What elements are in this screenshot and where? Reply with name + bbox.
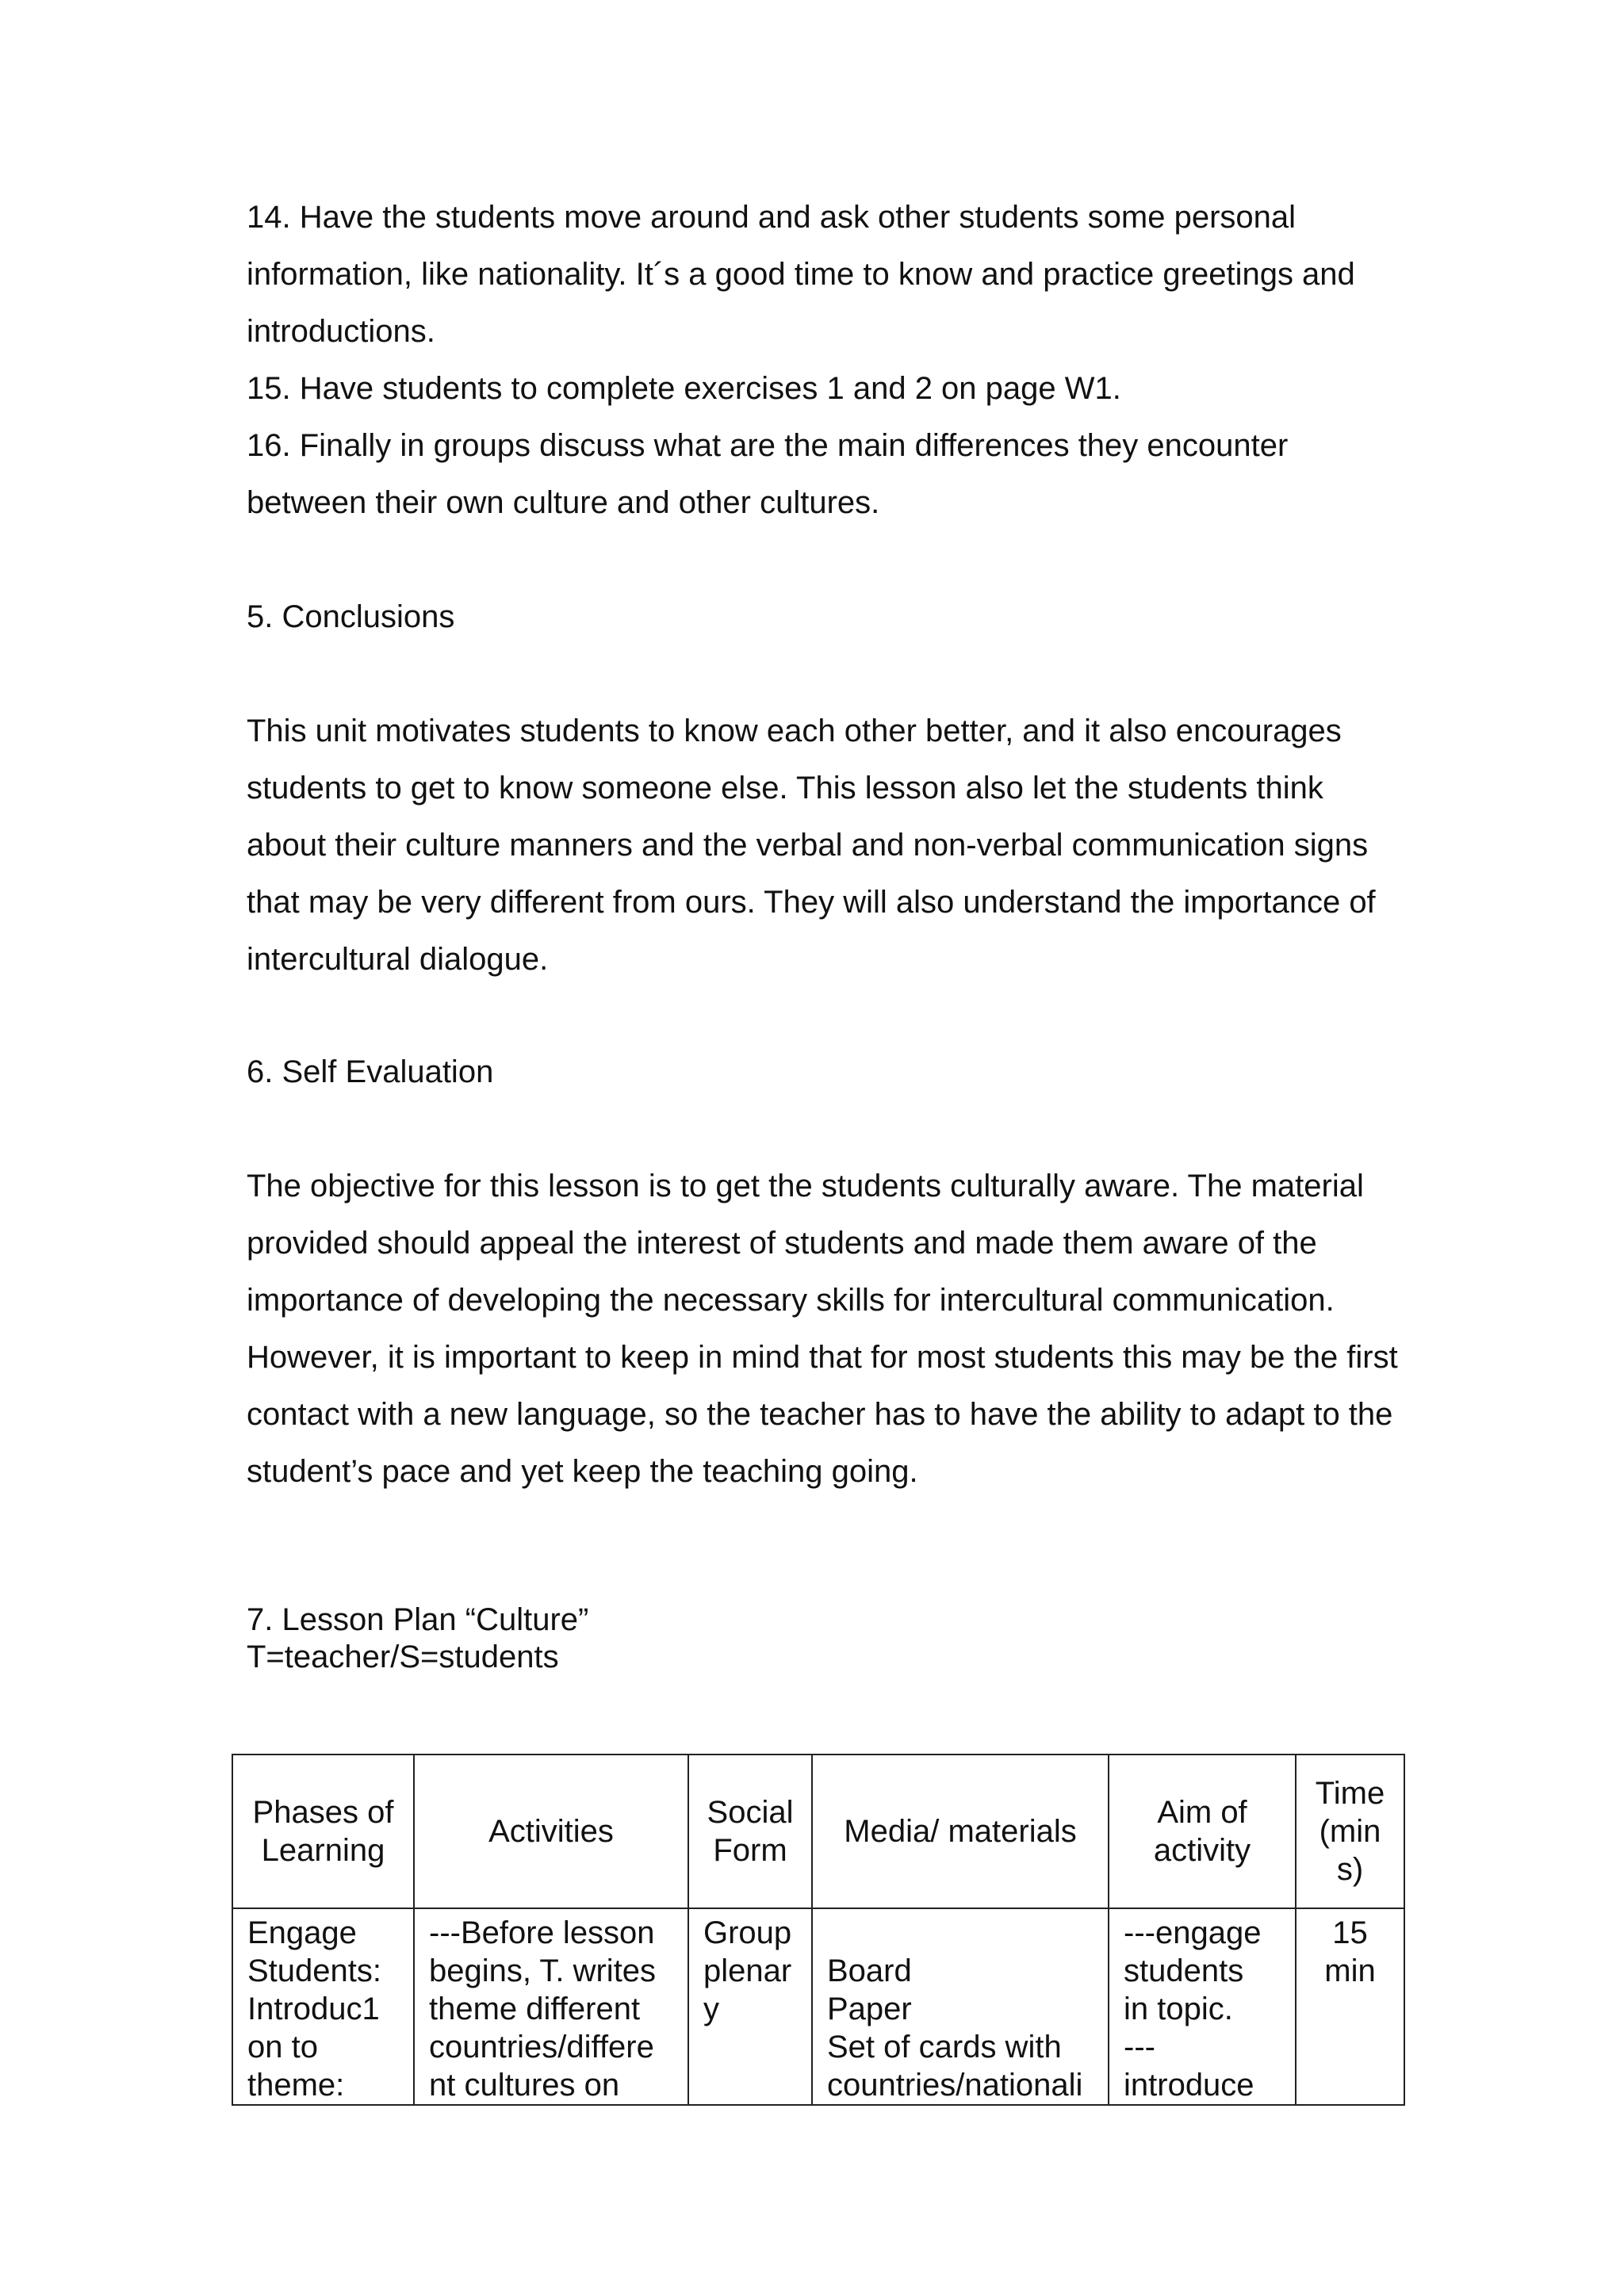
lesson-plan-title: 7. Lesson Plan “Culture” (247, 1602, 589, 1637)
lesson-plan-legend: T=teacher/S=students (247, 1640, 559, 1674)
step-15: 15. Have students to complete exercises 1 and 2 on page W1. (247, 371, 1121, 406)
header-phases: Phases of Learning (232, 1755, 414, 1908)
conclusions-body: This unit motivates students to know each other better, and it also encourages students to get to know someone else. This lesson also let the students think about their culture manners and the verbal and non-verbal communication signs that may be very different from ours. They will also understand the importance of intercultural dialogue. (247, 714, 1376, 977)
steps-list (247, 189, 1404, 531)
header-time: Time (min s) (1296, 1755, 1404, 1908)
lesson-plan-table (232, 1754, 1405, 2106)
table-row (232, 1908, 1404, 2105)
cell-time: 15 min (1296, 1908, 1404, 2105)
header-media: Media/ materials (812, 1755, 1109, 1908)
conclusions-heading: 5. Conclusions (247, 599, 455, 634)
header-social-form: Social Form (688, 1755, 812, 1908)
cell-media: Board Paper Set of cards with countries/nationali (812, 1908, 1109, 2105)
self-evaluation-body: The objective for this lesson is to get the students culturally aware. The material provided should appeal the interest of students and made them aware of the importance of developing the necessary skills for intercultural communication. However, it is important to keep in mind that for most students this may be the first contact with a new language, so the teacher has to have the ability to adapt to the student’s pace and yet keep the teaching going. (247, 1169, 1398, 1489)
lesson-plan-title-block (247, 1601, 588, 1676)
step-16: 16. Finally in groups discuss what are the main differences they encounter between their own culture and other cultures. (247, 428, 1289, 520)
header-aim: Aim of activity (1109, 1755, 1296, 1908)
cell-phases: Engage Students: Introduc1 on to theme: (232, 1908, 414, 2105)
step-14: 14. Have the students move around and ask other students some personal information, like nationality. It´s a good time to know and practice greetings and introductions. (247, 200, 1355, 349)
cell-social-form: Group plenar y (688, 1908, 812, 2105)
cell-aim: ---engage students in topic. --- introduce (1109, 1908, 1296, 2105)
cell-activities: ---Before lesson begins, T. writes theme different countries/differe nt cultures on (414, 1908, 688, 2105)
header-activities: Activities (414, 1755, 688, 1908)
table-header-row (232, 1755, 1404, 1908)
self-evaluation-heading: 6. Self Evaluation (247, 1054, 494, 1089)
